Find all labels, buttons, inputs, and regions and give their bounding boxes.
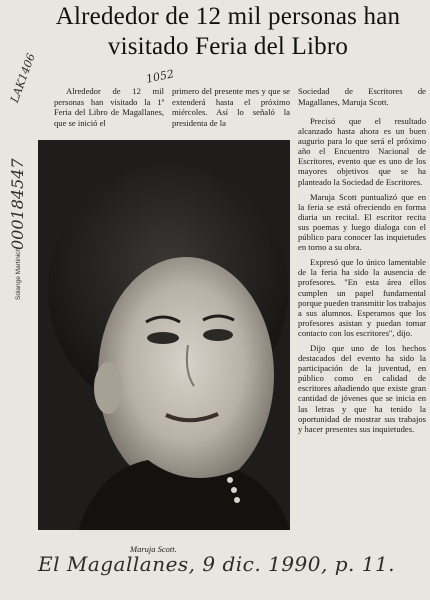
- column-3-top-text: Sociedad de Escritores de Magallanes, Maruja Scott.: [298, 86, 426, 107]
- handwritten-catalog-code: 000184547: [8, 158, 27, 250]
- article-column-1: [54, 86, 164, 132]
- portrait-photo: [38, 140, 290, 530]
- handwritten-source-citation: El Magallanes, 9 dic. 1990, p. 11.: [38, 552, 396, 576]
- handwritten-catalog-code-2: LAK1406: [8, 51, 38, 105]
- column-2-text: primero del presente mes y que se extenderá hasta el próximo miércoles. Así lo señaló la presidenta de la: [172, 86, 290, 128]
- portrait-image: [38, 140, 290, 530]
- paragraph: Maruja Scott puntualizó que en la feria se está ofreciendo en forma diaria un recital. El escritor recita sus poemas y luego dialoga con el público para conocer las inquietudes en torno a su obra.: [298, 191, 426, 253]
- article-column-3-top: [298, 86, 426, 111]
- photo-credit: Solange Martinich: [15, 247, 22, 300]
- headline: Alrededor de 12 mil personas han visitado Feria del Libro: [55, 3, 401, 60]
- article-column-2: [172, 86, 290, 132]
- paragraph: Precisó que el resultado alcanzado hasta ahora es un buen augurio para lo que será el próximo año el Encuentro Nacional de Escritores, evento que es uno de los mayores objetivos que se ha planteado la Sociedad de Escritores.: [298, 116, 426, 187]
- handwritten-year-note: 1052: [144, 67, 176, 86]
- paragraph: Dijo que uno de los hechos destacados del evento ha sido la participación de la juventud, en público como en calidad de escritores añadiendo que existe gran cantidad de jóvenes que se inicia en las letras y que ha tenido la oportunidad de mostrar sus trabajos y hacer presentes sus inquietudes.: [298, 342, 426, 434]
- article-column-3: [298, 116, 426, 439]
- column-1-text: Alrededor de 12 mil personas han visitado la 1ª Feria del Libro de Magallanes, que se inició el: [54, 86, 164, 128]
- photo-caption: Maruja Scott.: [130, 544, 177, 554]
- paragraph: Expresó que lo único lamentable de la feria ha sido la ausencia de profesores. "En esta área ellos cumplen un papel fundamental porque pueden transmitir los trabajos a sus alumnos. Esperamos que los profesores asistan y puedan tomar contacto con los escritores", dijo.: [298, 257, 426, 338]
